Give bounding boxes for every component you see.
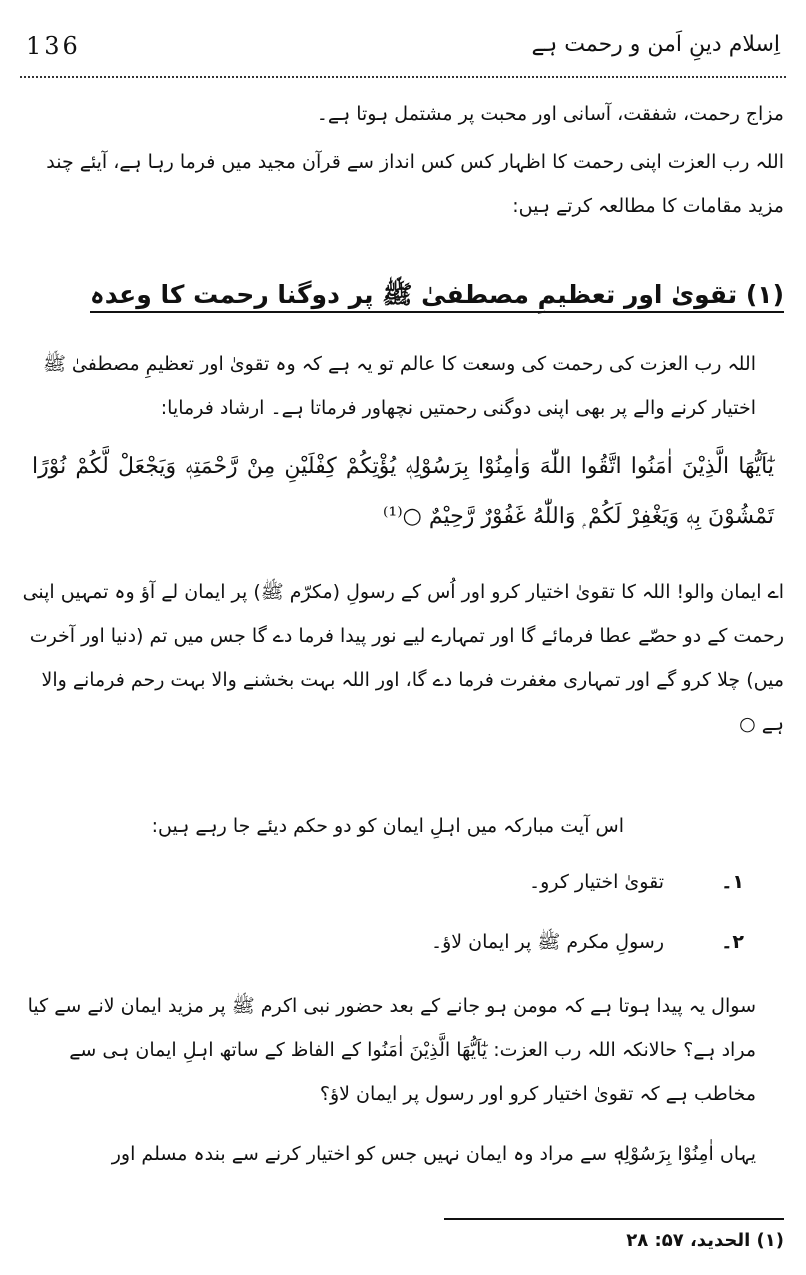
paragraph-4: اس آیت مبارکہ میں اہلِ ایمان کو دو حکم دیئے جا رہے ہیں:: [151, 815, 624, 837]
section-heading-text: (۱) تقویٰ اور تعظیمِ مصطفیٰ ﷺ پر دوگنا رحمت کا وعدہ: [90, 280, 784, 313]
running-header: [20, 28, 786, 72]
verse-translation: اے ایمان والو! اللہ کا تقویٰ اختیار کرو اور اُس کے رسولِ (مکرّم ﷺ) پر ایمان لے آؤ وہ تمہیں اپنی رحمت کے دو حصّے عطا فرمائے گا اور تمہارے لیے نور پیدا فرما دے گا جس میں تم (دنیا اور آخرت میں) چلا کرو گے اور تمہاری مغفرت فرما دے گا، اور اللہ بہت بخشنے والا بہت رحم فرمانے والا ہے ○: [22, 581, 784, 735]
page-number: 136: [26, 32, 81, 60]
page-body: [22, 92, 784, 1255]
footnote: (۱) الحدید، ۵۷: ۲۸: [626, 1230, 784, 1251]
paragraph-3: اللہ رب العزت کی رحمت کی وسعت کا عالم تو یہ ہے کہ وہ تقویٰ اور تعظیمِ مصطفیٰ ﷺ اختیار کرنے والے پر بھی اپنی دوگنی رحمتیں نچھاور فرماتا ہے۔ ارشاد فرمایا:: [42, 353, 756, 419]
list-number: ۱۔: [721, 871, 744, 893]
running-title: اِسلام دینِ اَمن و رحمت ہے: [531, 32, 780, 57]
quranic-verse: يٰٓاَيُّهَا الَّذِيْنَ اٰمَنُوا اتَّقُوا اللّٰهَ وَاٰمِنُوْا بِرَسُوْلِهٖ يُؤْتِكُمْ كِفْلَيْنِ مِنْ رَّحْمَتِهٖ وَيَجْعَلْ لَّكُمْ نُوْرًا تَمْشُوْنَ بِهٖ وَيَغْفِرْ لَكُمْ ۭ وَاللّٰهُ غَفُوْرٌ رَّحِيْمٌ ○⁽¹⁾: [32, 454, 774, 529]
list-text: تقویٰ اختیار کرو۔: [529, 871, 664, 893]
paragraph-2: اللہ رب العزت اپنی رحمت کا اظہار کس کس انداز سے قرآن مجید میں فرما رہا ہے، آیئے چند مزید مقامات کا مطالعہ کرتے ہیں:: [46, 151, 784, 217]
list-text: رسولِ مکرم ﷺ پر ایمان لاؤ۔: [431, 931, 664, 953]
section-heading: [22, 272, 784, 318]
paragraph-6: یہاں اٰمِنُوْا بِرَسُوْلِهٖ سے مراد وہ ایمان نہیں جس کو اختیار کرنے سے بندہ مسلم اور: [111, 1143, 756, 1165]
header-divider: [20, 76, 786, 78]
list-number: ۲۔: [721, 931, 744, 953]
list-item-2: [431, 922, 744, 962]
list-item-1: [529, 862, 744, 902]
paragraph-1: مزاج رحمت، شفقت، آسانی اور محبت پر مشتمل ہوتا ہے۔: [316, 103, 784, 125]
footnote-divider: [444, 1218, 784, 1220]
paragraph-5: سوال یہ پیدا ہوتا ہے کہ مومن ہو جانے کے بعد حضور نبی اکرم ﷺ پر مزید ایمان لانے سے کیا مراد ہے؟ حالانکہ اللہ رب العزت: يٰٓاَيُّهَا الَّذِيْنَ اٰمَنُوا کے الفاظ کے ساتھ اہلِ ایمان ہی سے مخاطب ہے کہ تقویٰ اختیار کرو اور رسول پر ایمان لاؤ؟: [27, 995, 756, 1105]
